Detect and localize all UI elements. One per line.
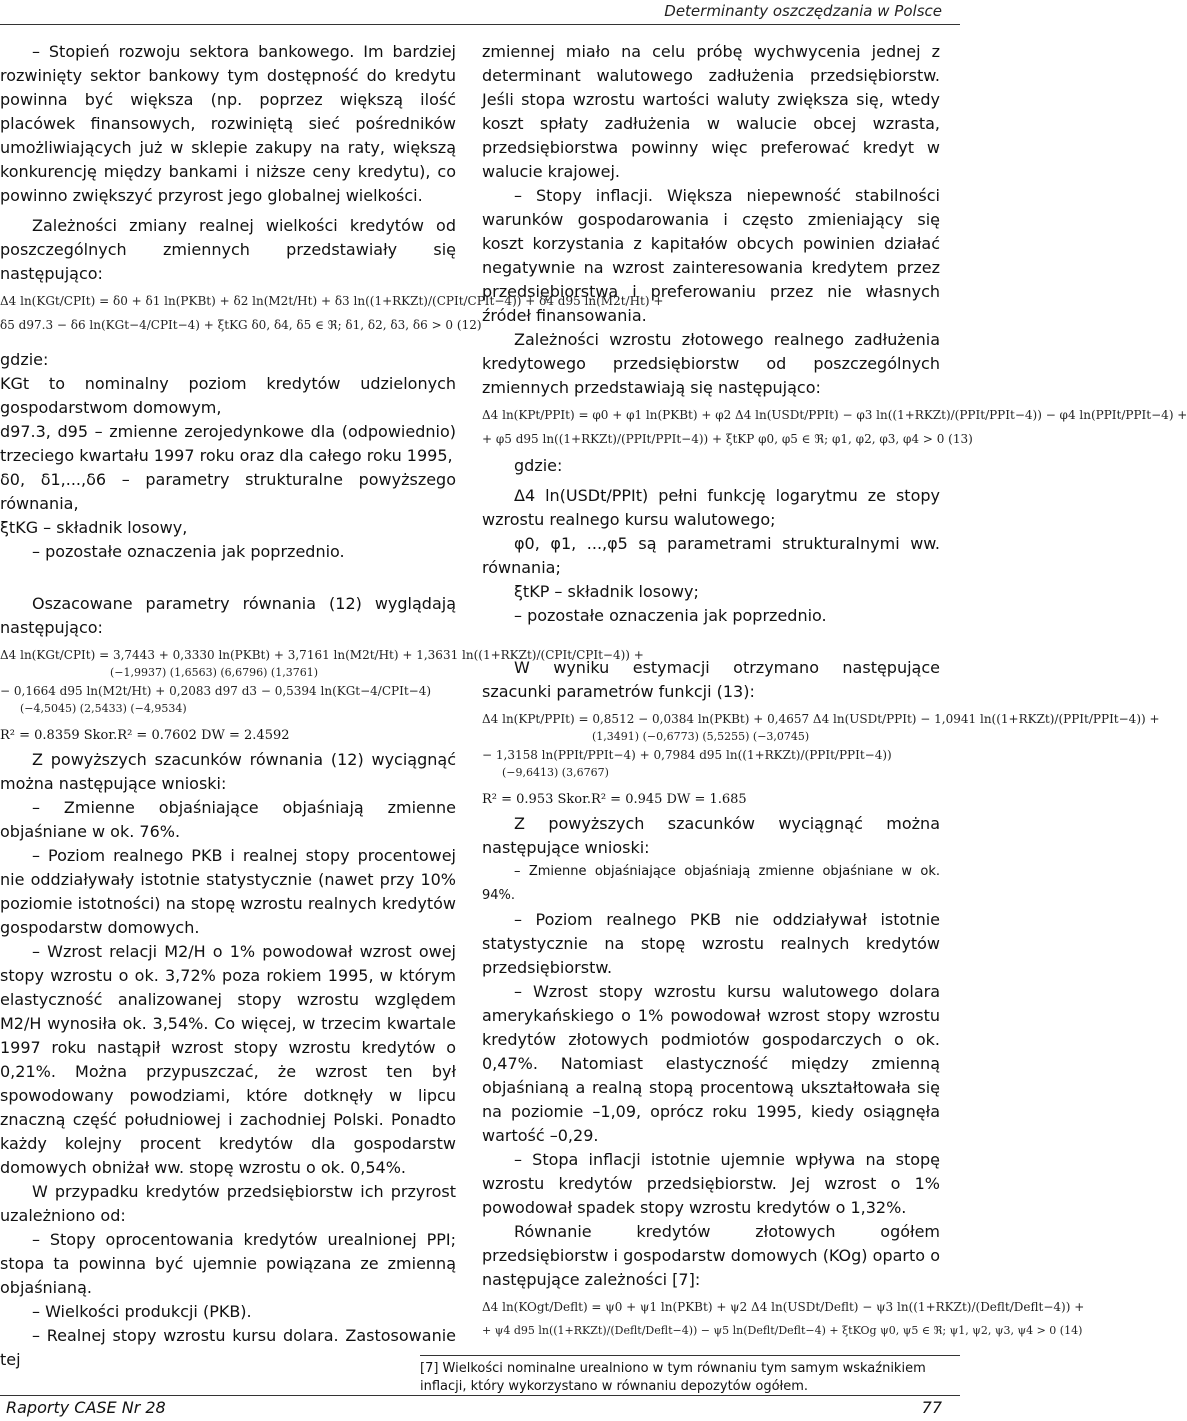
paragraph: – Zmienne objaśniające objaśniają zmienne objaśniane w ok. 76%.: [0, 798, 456, 841]
page-number: 77: [921, 1398, 942, 1417]
equation-12-line-1: Δ4 ln(KGt/CPIt) = δ0 + δ1 ln(PKBt) + δ2 ln(M2t/Ht) + δ3 ln((1+RKZt)/(CPIt/CPIt−4)) + δ4 d95 ln(M2t/Ht) +: [0, 294, 664, 308]
definition: δ0, δ1,...,δ6 – parametry strukturalne powyższego równania,: [0, 470, 456, 513]
paragraph: – Stopy oprocentowania kredytów urealnionej PPI; stopa ta powinna być ujemnie powiązana ze zmienną objaśnianą.: [0, 1230, 456, 1297]
equation-13-line-1: Δ4 ln(KPt/PPIt) = φ0 + φ1 ln(PKBt) + φ2 Δ4 ln(USDt/PPIt) − φ3 ln((1+RKZt)/(PPIt/PPIt−4)) − φ4 ln(PPIt/PPIt−4) +: [482, 408, 1187, 422]
definition: φ0, φ1, ...,φ5 są parametrami strukturalnymi ww. równania;: [482, 534, 940, 577]
definition: ξtKG – składnik losowy,: [0, 518, 188, 537]
paragraph: Oszacowane parametry równania (12) wyglądają następująco:: [0, 594, 456, 637]
running-title: Determinanty oszczędzania w Polsce: [664, 2, 942, 20]
paragraph: – Realnej stopy wzrostu kursu dolara. Zastosowanie tej: [0, 1326, 456, 1369]
definition: ξtKP – składnik losowy;: [514, 582, 699, 601]
fit-statistics: R² = 0.953 Skor.R² = 0.945 DW = 1.685: [482, 792, 747, 807]
paragraph: – Wzrost relacji M2/H o 1% powodował wzrost owej stopy wzrostu o ok. 3,72% poza rokiem 1995, w którym elastyczność analizowanej stopy wzrostu względem M2/H wynosiła ok. 3,54%. Co więcej, w trzecim kwartale 1997 roku nastąpił wzrost stopy wzrostu kredytów o 0,21%. Można przypuszczać, że wzrost ten był spowodowany powodziami, które dotknęły w lipcu znaczną część południowej i zachodniej Polski. Ponadto każdy kolejny procent kredytów dla gospodarstw domowych obniżał ww. stopę wzrostu o ok. 0,54%.: [0, 942, 456, 1177]
paragraph: Z powyższych szacunków wyciągnąć można następujące wnioski:: [482, 814, 940, 857]
equation-13-line-2: + φ5 d95 ln((1+RKZt)/(PPIt/PPIt−4)) + ξtKP φ0, φ5 ∈ ℜ; φ1, φ2, φ3, φ4 > 0 (13): [482, 432, 973, 446]
right-column: [482, 40, 1187, 1340]
footer-rule: [0, 1395, 960, 1396]
paragraph: Zależności wzrostu złotowego realnego zadłużenia kredytowego przedsiębiorstw od poszczególnych zmiennych przedstawiają się następująco:: [482, 330, 940, 397]
estimate-12-line-1-tstats: (−1,9937) (1,6563) (6,6796) (1,3761): [110, 666, 318, 679]
estimate-12-line-2: − 0,1664 d95 ln(M2t/Ht) + 0,2083 d97 d3 − 0,5394 ln(KGt−4/CPIt−4): [0, 684, 432, 698]
paragraph: – Zmienne objaśniające objaśniają zmienne objaśniane w ok. 94%.: [482, 864, 940, 903]
gdzie-label: gdzie:: [514, 456, 563, 475]
paragraph: Z powyższych szacunków równania (12) wyciągnąć można następujące wnioski:: [0, 750, 456, 793]
footnote-rule: [420, 1355, 960, 1356]
paragraph: W wyniku estymacji otrzymano następujące szacunki parametrów funkcji (13):: [482, 658, 940, 701]
paragraph: – Poziom realnego PKB i realnej stopy procentowej nie oddziaływały istotnie statystycznie (nawet przy 10% poziomie istotności) na stopę wzrostu realnych kredytów gospodarstw domowych.: [0, 846, 456, 937]
paragraph: W przypadku kredytów przedsiębiorstw ich przyrost uzależniono od:: [0, 1182, 456, 1225]
equation-14-line-2: + ψ4 d95 ln((1+RKZt)/(Deflt/Deflt−4)) − ψ5 ln(Deflt/Deflt−4) + ξtKOg ψ0, ψ5 ∈ ℜ; ψ1, ψ2, ψ3, ψ4 > 0 (14): [482, 1324, 1083, 1337]
equation-12-line-2: δ5 d97.3 − δ6 ln(KGt−4/CPIt−4) + ξtKG δ0, δ4, δ5 ∈ ℜ; δ1, δ2, δ3, δ6 > 0 (12): [0, 318, 482, 332]
footnote: [7] Wielkości nominalne urealniono w tym równaniu tym samym wskaźnikiem inflacji, który wykorzystano w równaniu depozytów ogółem.: [420, 1361, 926, 1394]
definition: KGt to nominalny poziom kredytów udzielonych gospodarstwom domowym,: [0, 374, 456, 417]
paragraph: – Stopa inflacji istotnie ujemnie wpływa na stopę wzrostu kredytów przedsiębiorstw. Jej wzrost o 1% powodował spadek stopy wzrostu kredytów o 1,32%.: [482, 1150, 940, 1217]
header-rule: [0, 24, 960, 25]
gdzie-label: gdzie:: [0, 350, 49, 369]
estimate-12-line-2-tstats: (−4,5045) (2,5433) (−4,9534): [20, 702, 187, 715]
estimate-13-line-1: Δ4 ln(KPt/PPIt) = 0,8512 − 0,0384 ln(PKBt) + 0,4657 Δ4 ln(USDt/PPIt) − 1,0941 ln((1+RKZt)/(PPIt/PPIt−4)) +: [482, 712, 1160, 726]
paragraph: Równanie kredytów złotowych ogółem przedsiębiorstw i gospodarstw domowych (KOg) oparto o następujące zależności [7]:: [482, 1222, 940, 1289]
estimate-12-line-1: Δ4 ln(KGt/CPIt) = 3,7443 + 0,3330 ln(PKBt) + 3,7161 ln(M2t/Ht) + 1,3631 ln((1+RKZt)/(CPIt/CPIt−4)) +: [0, 648, 644, 662]
definition: – pozostałe oznaczenia jak poprzednio.: [514, 606, 827, 625]
paragraph: Zależności zmiany realnej wielkości kredytów od poszczególnych zmiennych przedstawiały się następująco:: [0, 216, 456, 283]
paragraph: – Wzrost stopy wzrostu kursu walutowego dolara amerykańskiego o 1% powodował wzrost stopy wzrostu kredytów złotowych podmiotów gospodarczych o ok. 0,47%. Natomiast elastyczność między zmienną objaśnianą a realną stopą procentową ukształtowała się na poziomie –1,09, oprócz roku 1995, kiedy osiągnęła wartość –0,29.: [482, 982, 940, 1145]
definition: Δ4 ln(USDt/PPIt) pełni funkcję logarytmu ze stopy wzrostu realnego kursu walutowego;: [482, 486, 940, 529]
publication-name: Raporty CASE Nr 28: [6, 1398, 166, 1417]
estimate-13-line-2-tstats: (−9,6413) (3,6767): [502, 766, 609, 779]
definition: d97.3, d95 – zmienne zerojedynkowe dla (odpowiednio) trzeciego kwartału 1997 roku oraz dla całego roku 1995,: [0, 422, 456, 465]
fit-statistics: R² = 0.8359 Skor.R² = 0.7602 DW = 2.4592: [0, 728, 290, 743]
estimate-13-line-2: − 1,3158 ln(PPIt/PPIt−4) + 0,7984 d95 ln((1+RKZt)/(PPIt/PPIt−4)): [482, 748, 892, 762]
paragraph: zmiennej miało na celu próbę wychwycenia jednej z determinant walutowego zadłużenia przedsiębiorstw. Jeśli stopa wzrostu wartości waluty zwiększa się, wtedy koszt spłaty zadłużenia w walucie obcej wzrasta, przedsiębiorstwa powinny więc preferować kredyt w walucie krajowej.: [482, 42, 940, 181]
paragraph: – Stopy inflacji. Większa niepewność stabilności warunków gospodarowania i często zmieniający się koszt korzystania z kapitałów obcych powinien działać negatywnie na wzrost zainteresowania kredytem przez przedsiębiorstwa i preferowaniu przez nie własnych źródeł finansowania.: [482, 186, 940, 325]
estimate-13-line-1-tstats: (1,3491) (−0,6773) (5,5255) (−3,0745): [592, 730, 810, 743]
definition: – pozostałe oznaczenia jak poprzednio.: [32, 542, 345, 561]
equation-14-line-1: Δ4 ln(KOgt/Deflt) = ψ0 + ψ1 ln(PKBt) + ψ2 Δ4 ln(USDt/Deflt) − ψ3 ln((1+RKZt)/(Deflt/Deflt−4)) +: [482, 1300, 1085, 1314]
paragraph: – Stopień rozwoju sektora bankowego. Im bardziej rozwinięty sektor bankowy tym dostępność do kredytu powinna być większa (np. poprzez większą ilość placówek finansowych, rozwiniętą sieć pośredników umożliwiających już w sklepie zakupy na raty, większą konkurencję między bankami i niższe ceny kredytu), co powinno zwiększyć przyrost jego globalnej wielkości.: [0, 42, 456, 205]
paragraph: – Wielkości produkcji (PKB).: [32, 1302, 252, 1321]
paragraph: – Poziom realnego PKB nie oddziaływał istotnie statystycznie na stopę wzrostu realnych kredytów przedsiębiorstw.: [482, 910, 940, 977]
